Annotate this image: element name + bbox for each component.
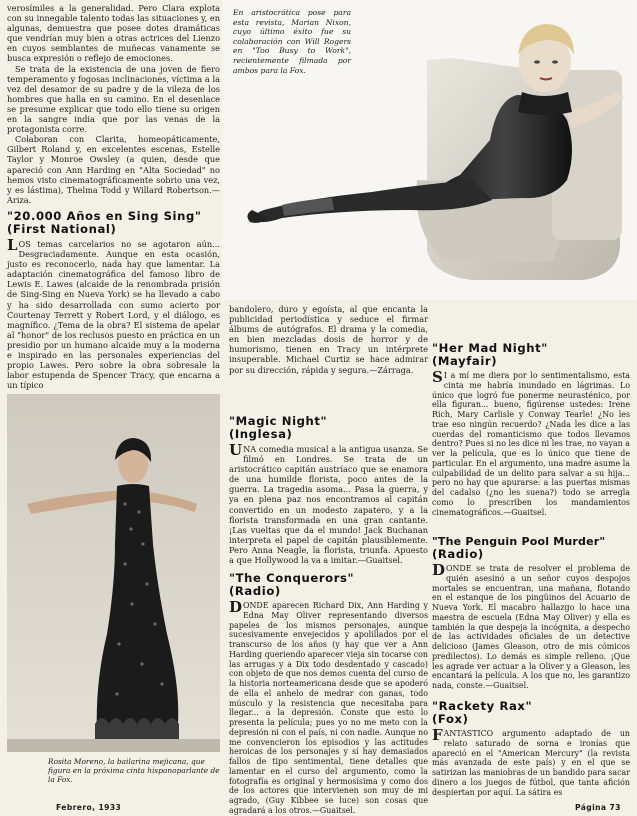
footer-date: Febrero, 1933 — [56, 803, 122, 812]
paragraph: Colaboran con Clarita, homeopáticamente, Gilbert Roland y, en excelentes escenas, Estelle Taylor y Monroe Owsley (a quien, desde que apareció con Ann Harding en "Alta Sociedad" no hemos visto cinematográficamente sobrio una vez, y es lástima), Thelma Todd y Willard Robertson.—Ariza. — [7, 134, 220, 205]
review-rackety-rax — [432, 700, 630, 797]
review-title: "Magic Night" — [229, 414, 328, 428]
paragraph: DONDE aparecen Richard Dix, Ann Harding y Edna May Oliver representando diversos papeles de los mismos personajes, aunque sucesivamente envejecidos y apolillados por el transcurso de los años (y hay que ver a Ann Harding queriendo aparecer vieja sin tocarse con las arrugas y a Dix todo desdentado y cascado) con objeto de que nos demos cuenta del curso de la historia norteamericana desde que se apoderó de ella el anhelo de medrar con ganas, todo músculo y la resistencia que necesitaba para llegar... a la depresión. Conste que esto lo presenta la película; pues yo no me meto con la depresión ni con el país, ni con nadie. Aunque no me convencieron los episodios y las actitudes heroicas de los personajes y sí hay demasiados fallos de tipo sentimental, tiene detalles que lamentar en el curso del argumento, como la fotografía es original y hermosísima y como dos de los actores que intervienen son muy de mi agrado, (Guy Kibbee se luce) son cosas que agradará a los otros.—Guaitsel. — [229, 598, 428, 815]
review-subtitle: (First National) — [7, 222, 117, 236]
review-subtitle: (Fox) — [432, 712, 469, 726]
review-title: "The Conquerors" — [229, 571, 355, 585]
photo-caption: En aristocrática pose para esta revista, Marian Nixon, cuyo último éxito fue su colaboración con Will Rogers en "Too Busy to Work", recientemente filmada por ambos para la Fox. — [233, 8, 351, 75]
footer-page-number: Página 73 — [575, 803, 621, 812]
paragraph: LOS temas carcelarios no se agotaron aún... Desgraciadamente. Aunque en esta ocasión, justo es reconocerlo, nada hay que lamentar. La adaptación cinematográfica del famoso libro de Lewis E. Lawes (alcaide de la renombrada prisión de Sing-Sing en Nueva York) se ha llevado a cabo y ha sido desarrollada con sumo acierto por Courtenay Terrett y Robert Lord, y el diálogo, es magnífico. ¿Tema de la obra? El sistema de apelar al "honor" de los reclusos puesto en práctica en un presidio por un humano alcaide muy a la moderna e inspirado en las personales experiencias del propio Lawes. Pero sobre la obra sobresale la labor estupenda de Spencer Tracy, que encarna a un típico — [7, 236, 220, 391]
review-her-mad-night — [432, 342, 630, 517]
top-left-column — [7, 3, 220, 205]
paragraph: SI a mí me diera por lo sentimentalismo, esta cinta me habría inundado en lágrimas. Lo único que logró fue ponerme neurasténico, por ella figuran... bueno, figúrense ustedes: Irene Rich, Mary Carlisle y Conway Tearle! ¿No les trae eso ningún recuerdo? ¿Nada les dice a las cuerdas del romanticismo que todos llevamos dentro? Pues si no les dice ni les trae, no vayan a ver la película, que es lo único que tiene de particular. En el argumento, una madre asume la culpabilidad de un delito para salvar a su hija... pero no hay que apurarse: a las puertas mismas del cadalso (¿no les suena?) todo se arregla como lo prescriben los mandamientos cinematográficos.—Guaitsel. — [432, 368, 630, 517]
paragraph: UNA comedia musical a la antigua usanza. Se filmó en Londres. Se trata de un aristocrático capitán austríaco que se enamora de una humilde florista, poco antes de la guerra. La tragedia asoma... Pasa la guerra, y ya en plena paz nos encontramos al capitán convertido en un modesto zapatero, y a la florista transformada en una gran cantante. ¡Las vueltas que da el mundo! Jack Buchanan interpreta el papel de capitán plausiblemente. Pero Anna Neagle, la florista, triunfa. Apuesto a que Hollywood la va a imitar.—Guaitsel. — [229, 441, 428, 566]
review-penguin-pool-murder — [432, 535, 630, 691]
rosita-moreno-photo — [7, 394, 220, 752]
review-subtitle: (Radio) — [229, 584, 281, 598]
review-subtitle: (Inglesa) — [229, 427, 293, 441]
review-20000-anos — [7, 210, 220, 390]
paragraph: Se trata de la existencia de una joven de fiero temperamento y fogosas inclinaciones, víctima a la vez del desamor de su padre y de la vileza de los hombres que halla en su camino. En el desenlace se presume explicar que todo ello tiene su origen en la sangre india que por las venas de la protagonista corre. — [7, 63, 220, 135]
paragraph: DONDE se trata de resolver el problema de quién asesinó a un señor cuyos despojos mortales se encuentran, una mañana, flotando en el estanque de los pingüinos del Acuario de Nueva York. El macabro hallazgo lo hace una maestra de escuela (Edna May Oliver) y ella es también la que despeja la incógnita, a despecho de las actividades oficiales de un detective delicioso (James Gleason, otro de mis cómicos predilectos). Lo demás es simple relleno. ¡Que les agrade ver actuar a la Oliver y a Gleason, les encantará la película. A los que no, les garantizo nada, conste.—Guaitsel. — [432, 561, 630, 690]
review-subtitle: (Radio) — [432, 547, 484, 561]
paragraph: verosímiles a la generalidad. Pero Clara explota con su innegable talento todas las situaciones y, en algunas, demuestra que posee dotes dramáticas que vendrían muy bien a otras actrices del Lienzo en cuyos semblantes de muñecas vanamente se busca expresión o reflejo de emociones. — [7, 3, 220, 64]
review-title: "Rackety Rax" — [432, 699, 533, 713]
rosita-caption: Rosita Moreno, la bailarina mejicana, que figura en la próxima cinta hispanoparlante de la Fox. — [48, 757, 220, 785]
review-title: "The Penguin Pool Murder" — [432, 535, 606, 548]
review-title: "20.000 Años en Sing Sing" — [7, 209, 202, 223]
mid-col-continuation: bandolero, duro y egoísta, al que encanta la publicidad periodística y seduce el firmar álbums de autógrafos. El drama y la comedia, en bien mezcladas dosis de horror y de humorismo, tienen en Tracy un intérprete insuperable. Michael Curtiz se hace admirar por su dirección, rápida y segura.—Zárraga. — [229, 304, 428, 375]
review-the-conquerors — [229, 572, 428, 816]
review-magic-night — [229, 415, 428, 565]
review-subtitle: (Mayfair) — [432, 354, 498, 368]
paragraph: FANTASTICO argumento adaptado de un relato saturado de sorna e ironías que apareció en el "American Mercury" (la revista más avanzada de este país) y en el que se satirizan las maniobras de un bandido para sacar dinero a los juegos de fútbol, que tanta afición despiertan por aquí. La sátira es — [432, 726, 630, 797]
review-title: "Her Mad Night" — [432, 341, 548, 355]
